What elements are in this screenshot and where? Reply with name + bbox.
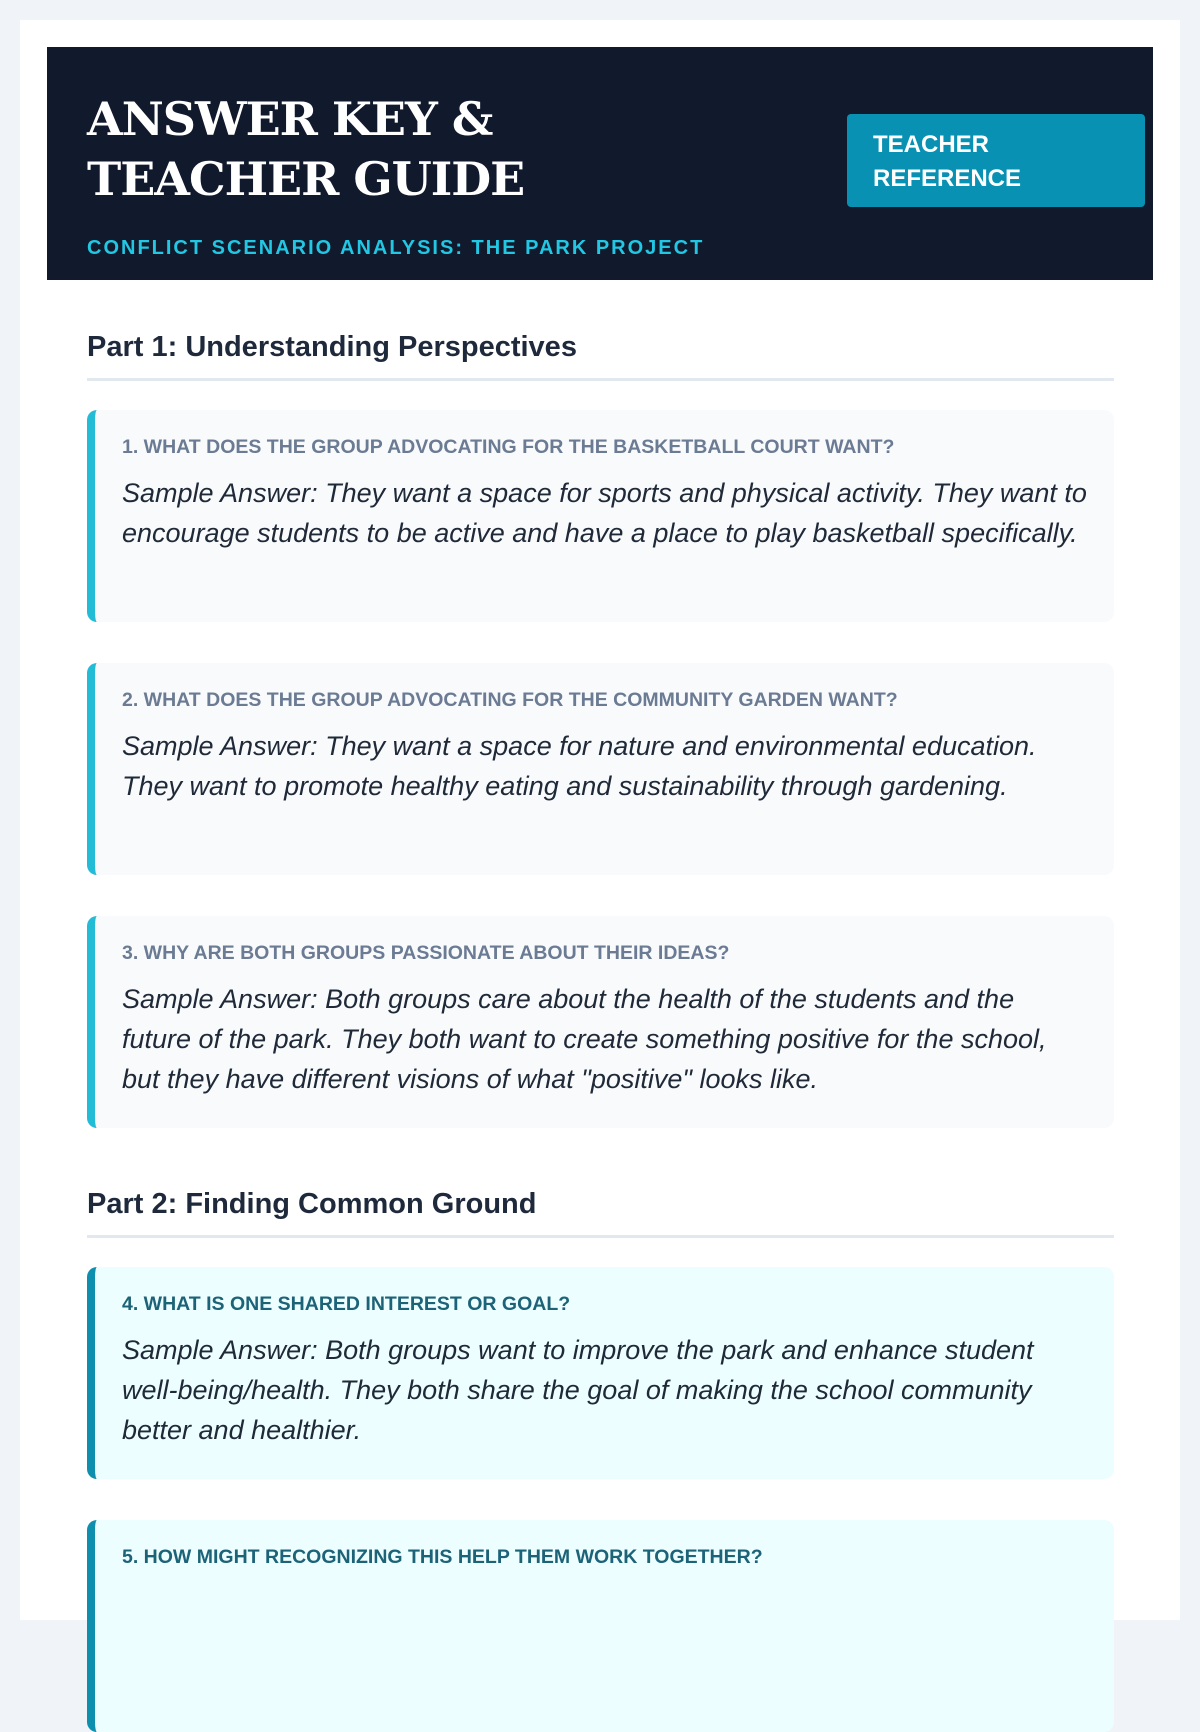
section-heading-part-1: Part 1: Understanding Perspectives bbox=[87, 331, 1114, 381]
page-title: ANSWER KEY & TEACHER GUIDE bbox=[87, 92, 525, 206]
question-label: 3. WHY ARE BOTH GROUPS PASSIONATE ABOUT THEIR IDEAS? bbox=[122, 942, 730, 964]
page-subtitle: CONFLICT SCENARIO ANALYSIS: THE PARK PROJECT bbox=[87, 237, 705, 259]
question-card-1 bbox=[87, 410, 1114, 622]
sample-answer: Sample Answer: Both groups care about the health of the students and the future of the park. They both want to create something positive for the school, but they have different visions of what "positive" looks like. bbox=[122, 984, 1047, 1094]
teacher-reference-badge: TEACHER REFERENCE bbox=[847, 114, 1145, 207]
question-card-3 bbox=[87, 916, 1114, 1128]
question-card-2 bbox=[87, 663, 1114, 875]
question-label: 4. WHAT IS ONE SHARED INTEREST OR GOAL? bbox=[122, 1293, 571, 1315]
question-card-4 bbox=[87, 1267, 1114, 1479]
question-label: 5. HOW MIGHT RECOGNIZING THIS HELP THEM WORK TOGETHER? bbox=[122, 1546, 763, 1568]
section-heading-part-2: Part 2: Finding Common Ground bbox=[87, 1188, 1114, 1238]
page-header bbox=[47, 47, 1153, 280]
question-label: 1. WHAT DOES THE GROUP ADVOCATING FOR THE BASKETBALL COURT WANT? bbox=[122, 436, 895, 458]
sample-answer: Sample Answer: Both groups want to improve the park and enhance student well-being/health. They both share the goal of making the school community better and healthier. bbox=[122, 1335, 1034, 1445]
answer-key-sheet bbox=[20, 20, 1180, 1620]
sample-answer: Sample Answer: They want a space for nature and environmental education. They want to promote healthy eating and sustainability through gardening. bbox=[122, 731, 1037, 801]
sample-answer: Sample Answer: They want a space for sports and physical activity. They want to encourage students to be active and have a place to play basketball specifically. bbox=[122, 478, 1087, 548]
question-label: 2. WHAT DOES THE GROUP ADVOCATING FOR THE COMMUNITY GARDEN WANT? bbox=[122, 689, 898, 711]
question-card-5 bbox=[87, 1520, 1114, 1732]
